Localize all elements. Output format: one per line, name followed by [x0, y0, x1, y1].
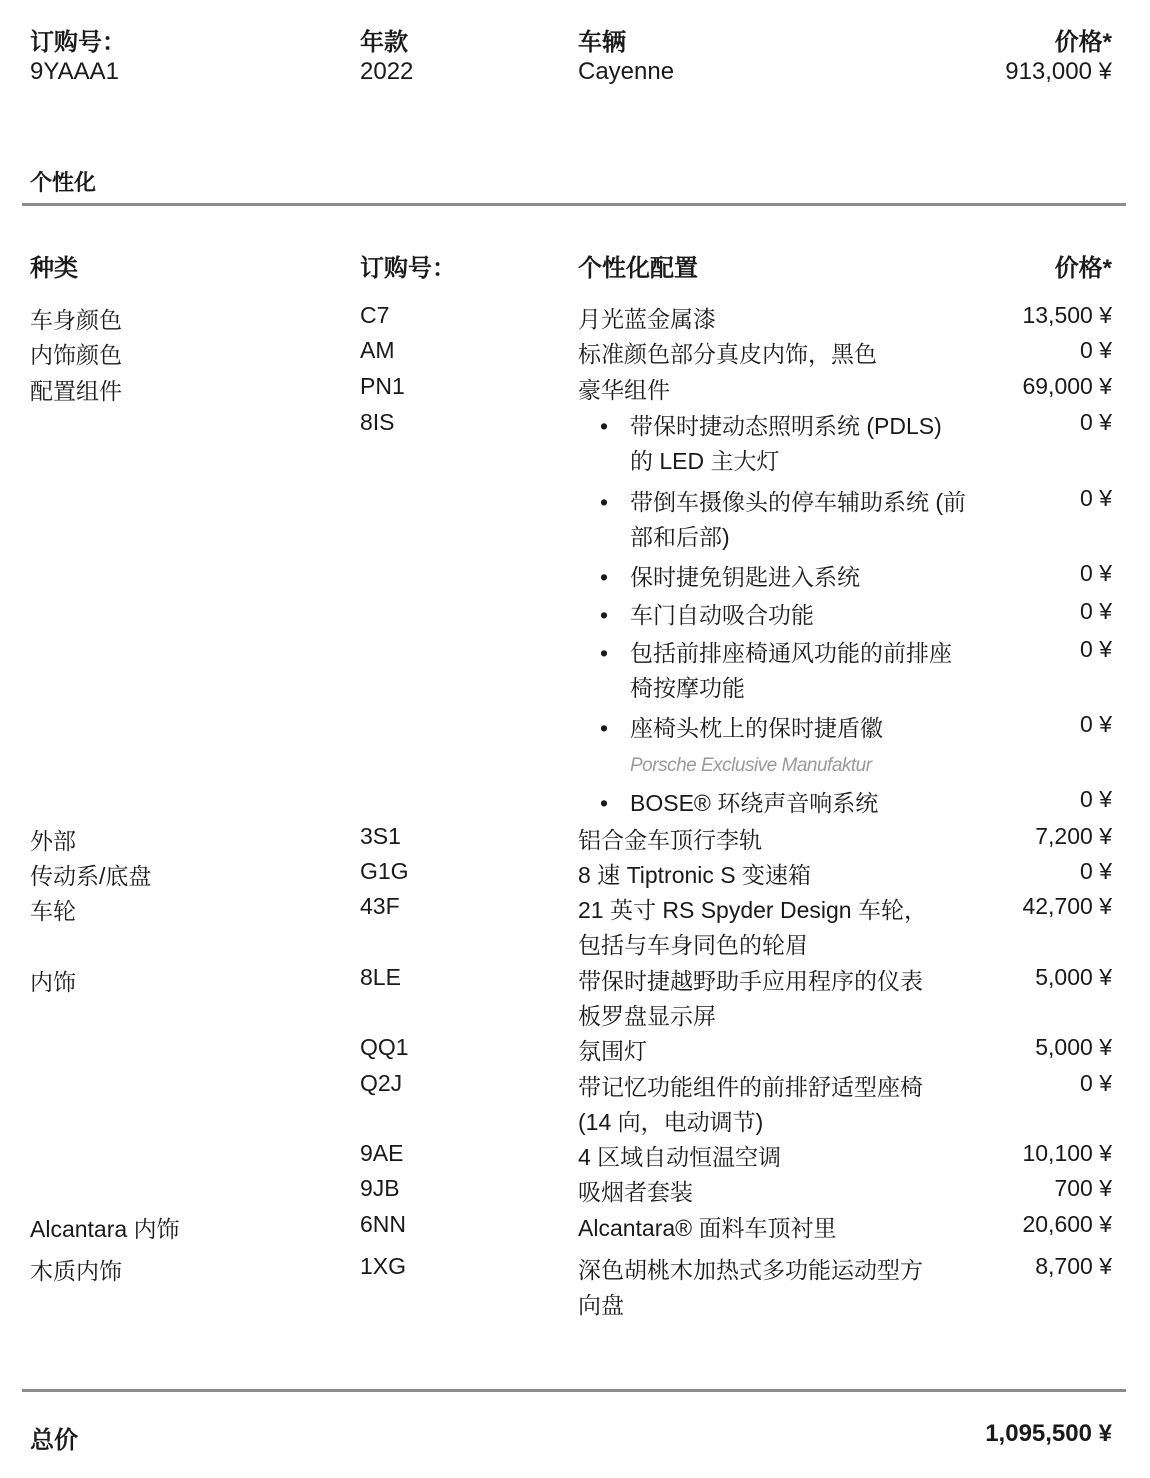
bullet-text: 座椅头枕上的保时捷盾徽 — [630, 715, 883, 741]
row-price: 42,700 ¥ — [1022, 893, 1112, 919]
row-price: 700 ¥ — [1054, 1175, 1112, 1201]
row-type: 内饰 — [30, 969, 76, 995]
row-type: 木质内饰 — [30, 1258, 122, 1284]
bullet-icon: • — [600, 715, 609, 741]
row-price: 0 ¥ — [1080, 858, 1112, 884]
row-code: 3S1 — [360, 823, 401, 849]
row-code: Q2J — [360, 1070, 403, 1096]
bullet-text: 包括前排座椅通风功能的前排座椅按摩功能 — [630, 640, 952, 701]
row-desc — [600, 636, 970, 706]
bullet-text: 车门自动吸合功能 — [630, 602, 814, 628]
row-desc — [600, 786, 970, 821]
row-price: 0 ¥ — [1080, 337, 1112, 363]
exclusive-manufaktur-note: Porsche Exclusive Manufaktur — [630, 755, 872, 776]
row-desc — [600, 598, 970, 633]
row-desc: 标准颜色部分真皮内饰，黑色 — [578, 341, 877, 367]
bullet-text: 带保时捷动态照明系统 (PDLS) 的 LED 主大灯 — [630, 413, 942, 474]
total-label: 总价 — [30, 1427, 78, 1454]
header-price-label: 价格* — [1054, 29, 1112, 56]
total-divider — [22, 1389, 1126, 1392]
row-code: 1XG — [360, 1253, 407, 1279]
row-type: 内饰颜色 — [30, 342, 122, 368]
row-price: 10,100 ¥ — [1022, 1140, 1112, 1166]
table-row — [0, 1211, 1150, 1247]
total-price: 1,095,500 ¥ — [985, 1420, 1112, 1447]
row-price: 0 ¥ — [1080, 598, 1112, 624]
row-type: Alcantara 内饰 — [30, 1216, 180, 1242]
row-price: 0 ¥ — [1080, 409, 1112, 435]
table-row — [0, 711, 1150, 747]
table-row — [0, 858, 1150, 894]
row-price: 0 ¥ — [1080, 485, 1112, 511]
row-code: 43F — [360, 893, 400, 919]
header-year-label: 年款 — [360, 29, 408, 56]
row-price: 0 ¥ — [1080, 786, 1112, 812]
row-desc: 深色胡桃木加热式多功能运动型方向盘 — [578, 1257, 923, 1318]
row-desc: 21 英寸 RS Spyder Design 车轮，包括与车身同色的轮眉 — [578, 897, 927, 958]
row-price: 0 ¥ — [1080, 636, 1112, 662]
row-price: 0 ¥ — [1080, 1070, 1112, 1096]
row-price: 0 ¥ — [1080, 711, 1112, 737]
row-price: 5,000 ¥ — [1035, 1034, 1112, 1060]
row-type: 车身颜色 — [30, 307, 122, 333]
table-row — [0, 1253, 1150, 1318]
table-row — [0, 823, 1150, 859]
header-vehicle-label: 车辆 — [578, 29, 626, 56]
row-desc: 月光蓝金属漆 — [578, 306, 716, 332]
row-desc: 8 速 Tiptronic S 变速箱 — [578, 862, 812, 888]
row-price: 8,700 ¥ — [1035, 1253, 1112, 1279]
row-price: 69,000 ¥ — [1022, 373, 1112, 399]
row-desc: 吸烟者套装 — [578, 1179, 693, 1205]
bullet-icon: • — [600, 489, 609, 515]
row-code: 9JB — [360, 1175, 400, 1201]
bullet-text: 保时捷免钥匙进入系统 — [630, 564, 860, 590]
table-price-header: 价格* — [1054, 255, 1112, 282]
vehicle-name: Cayenne — [578, 58, 675, 85]
row-type: 配置组件 — [30, 378, 122, 404]
row-desc: 4 区域自动恒温空调 — [578, 1144, 782, 1170]
table-row — [0, 409, 1150, 474]
row-code: 8IS — [360, 409, 395, 435]
table-row — [0, 893, 1150, 958]
table-row — [0, 786, 1150, 822]
table-type-header: 种类 — [30, 255, 78, 282]
table-code-header: 订购号： — [360, 255, 456, 282]
bullet-icon: • — [600, 640, 609, 666]
row-desc — [600, 485, 970, 555]
bullet-text: 带倒车摄像头的停车辅助系统 (前部和后部) — [630, 489, 967, 550]
table-row — [0, 636, 1150, 701]
row-desc — [600, 711, 970, 746]
table-row — [0, 302, 1150, 338]
bullet-icon: • — [600, 564, 609, 590]
row-code: G1G — [360, 858, 409, 884]
row-desc: 氛围灯 — [578, 1038, 647, 1064]
section-divider — [22, 203, 1126, 206]
table-row — [0, 598, 1150, 634]
row-code: C7 — [360, 302, 390, 328]
row-price: 13,500 ¥ — [1022, 302, 1112, 328]
row-desc: 带保时捷越野助手应用程序的仪表板罗盘显示屏 — [578, 968, 923, 1029]
row-code: AM — [360, 337, 395, 363]
table-row — [0, 1175, 1150, 1211]
table-row — [0, 964, 1150, 1029]
bullet-icon: • — [600, 602, 609, 628]
section-title: 个性化 — [30, 170, 97, 195]
bullet-text: BOSE® 环绕声音响系统 — [630, 790, 879, 816]
row-price: 7,200 ¥ — [1035, 823, 1112, 849]
row-desc — [600, 409, 970, 479]
row-code: PN1 — [360, 373, 405, 399]
row-type: 车轮 — [30, 898, 76, 924]
table-row — [0, 1070, 1150, 1135]
row-desc: 铝合金车顶行李轨 — [578, 827, 762, 853]
row-price: 0 ¥ — [1080, 560, 1112, 586]
table-row — [0, 560, 1150, 596]
bullet-icon: • — [600, 790, 609, 816]
row-type: 外部 — [30, 828, 76, 854]
table-config-header: 个性化配置 — [578, 255, 698, 282]
row-code: QQ1 — [360, 1034, 409, 1060]
table-row — [0, 1034, 1150, 1070]
model-year: 2022 — [360, 58, 414, 85]
base-price: 913,000 ¥ — [1005, 58, 1112, 85]
row-price: 20,600 ¥ — [1022, 1211, 1112, 1237]
table-row — [0, 1140, 1150, 1176]
row-desc: 带记忆功能组件的前排舒适型座椅 (14 向，电动调节) — [578, 1074, 923, 1135]
row-desc: 豪华组件 — [578, 377, 670, 403]
row-code: 9AE — [360, 1140, 404, 1166]
header-order-label: 订购号： — [30, 29, 126, 56]
row-desc — [600, 560, 970, 595]
row-code: 6NN — [360, 1211, 407, 1237]
table-row — [0, 337, 1150, 373]
table-row — [0, 373, 1150, 409]
bullet-icon: • — [600, 413, 609, 439]
row-type: 传动系/底盘 — [30, 863, 152, 889]
table-row — [0, 485, 1150, 550]
order-number: 9YAAA1 — [30, 58, 119, 85]
row-code: 8LE — [360, 964, 401, 990]
row-price: 5,000 ¥ — [1035, 964, 1112, 990]
row-desc: Alcantara® 面料车顶衬里 — [578, 1215, 837, 1241]
